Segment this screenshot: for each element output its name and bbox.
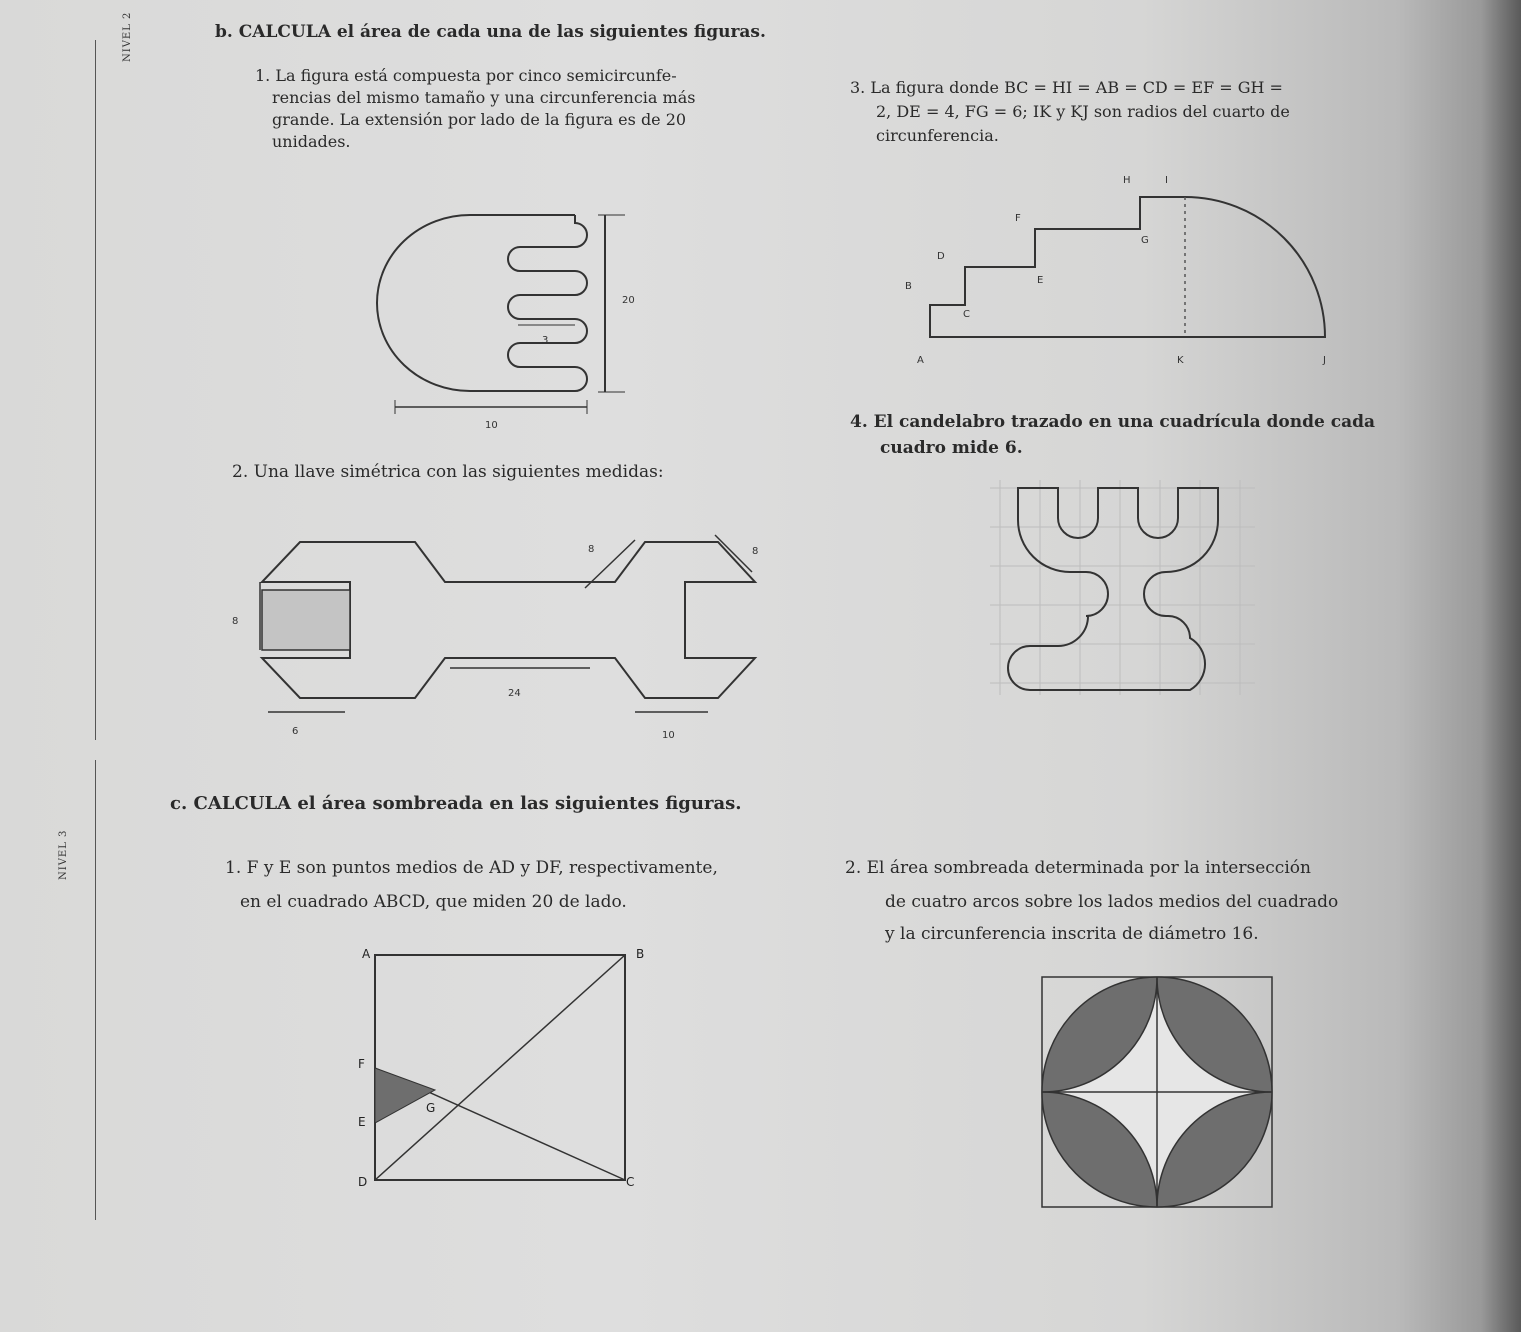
- figure-semicircles: [370, 200, 650, 440]
- c2-line-2: de cuatro arcos sobre los lados medios del cuadrado: [885, 892, 1339, 912]
- page-edge-shadow: [1481, 0, 1521, 1332]
- figure-inscribed-circle: [1030, 965, 1290, 1225]
- c1-label-F: F: [358, 1057, 365, 1071]
- b2-label-mid: 24: [508, 688, 521, 699]
- b1-line-2: rencias del mismo tamaño y una circunferencia más: [272, 88, 696, 107]
- b2-label-b: 8: [588, 544, 595, 555]
- b2-label-left: 6: [292, 726, 299, 737]
- b3-label-E: E: [1037, 275, 1044, 286]
- c1-label-G: G: [426, 1101, 436, 1115]
- b1-label-inner: 3: [542, 335, 549, 346]
- b3-label-J: J: [1323, 355, 1326, 366]
- c1-label-E: E: [358, 1115, 366, 1129]
- b1-line-4: unidades.: [272, 132, 351, 151]
- b2-label-c: 8: [752, 546, 759, 557]
- b1-label-side: 20: [622, 295, 635, 306]
- b1-line-1: 1. La figura está compuesta por cinco semicircunfe-: [255, 66, 677, 85]
- b1-label-bottom: 10: [485, 420, 498, 431]
- b2-label-a: 8: [232, 616, 239, 627]
- b4-line-2: cuadro mide 6.: [880, 438, 1023, 458]
- b3-label-H: H: [1123, 175, 1131, 186]
- side-label-bottom: NIVEL 3: [58, 829, 69, 880]
- wrench-square-opening: [262, 590, 350, 650]
- figure-candelabra: [990, 470, 1260, 700]
- semicircle-outline: [377, 215, 587, 391]
- c2-line-3: y la circunferencia inscrita de diámetro 16.: [885, 924, 1259, 944]
- dim-line-c: [715, 535, 752, 572]
- b3-label-B: B: [905, 281, 912, 292]
- c1-line-1: 1. F y E son puntos medios de AD y DF, respectivamente,: [225, 858, 718, 878]
- b2-label-right: 10: [662, 730, 675, 741]
- diagonal-db: [375, 955, 625, 1180]
- left-margin-rule-top: [95, 40, 96, 740]
- section-c-heading: c. CALCULA el área sombreada en las siguientes figuras.: [170, 793, 742, 814]
- figure-square-abcd: [340, 940, 660, 1200]
- b3-label-K: K: [1177, 355, 1184, 366]
- c1-label-C: C: [626, 1175, 635, 1189]
- figure-wrench: [232, 520, 800, 750]
- c2-line-1: 2. El área sombreada determinada por la intersección: [845, 858, 1311, 878]
- c1-line-2: en el cuadrado ABCD, que miden 20 de lado.: [240, 892, 627, 912]
- b1-line-3: grande. La extensión por lado de la figura es de 20: [272, 110, 687, 129]
- c1-label-B: B: [636, 947, 645, 961]
- b2-title: 2. Una llave simétrica con las siguientes medidas:: [232, 462, 664, 482]
- figure-stairs-quarter-circle: [895, 165, 1355, 385]
- c1-label-D: D: [358, 1175, 368, 1189]
- stairs-outline: [930, 197, 1325, 337]
- b3-line-3: circunferencia.: [876, 126, 999, 145]
- c1-label-A: A: [362, 947, 371, 961]
- b3-label-G: G: [1141, 235, 1149, 246]
- b4-line-1: 4. El candelabro trazado en una cuadrícula donde cada: [850, 412, 1375, 432]
- b3-label-I: I: [1165, 175, 1168, 186]
- section-b-heading: b. CALCULA el área de cada una de las siguientes figuras.: [215, 22, 766, 42]
- side-label-top: NIVEL 2: [122, 11, 133, 62]
- b3-line-1: 3. La figura donde BC = HI = AB = CD = EF = GH =: [850, 78, 1283, 97]
- b3-label-F: F: [1015, 213, 1021, 224]
- left-margin-rule-bottom: [95, 760, 96, 1220]
- b3-label-A: A: [917, 355, 924, 366]
- b3-line-2: 2, DE = 4, FG = 6; IK y KJ son radios del cuarto de: [876, 102, 1290, 121]
- candelabra-grid: [990, 480, 1255, 695]
- b3-label-D: D: [937, 251, 945, 262]
- b3-label-C: C: [963, 309, 970, 320]
